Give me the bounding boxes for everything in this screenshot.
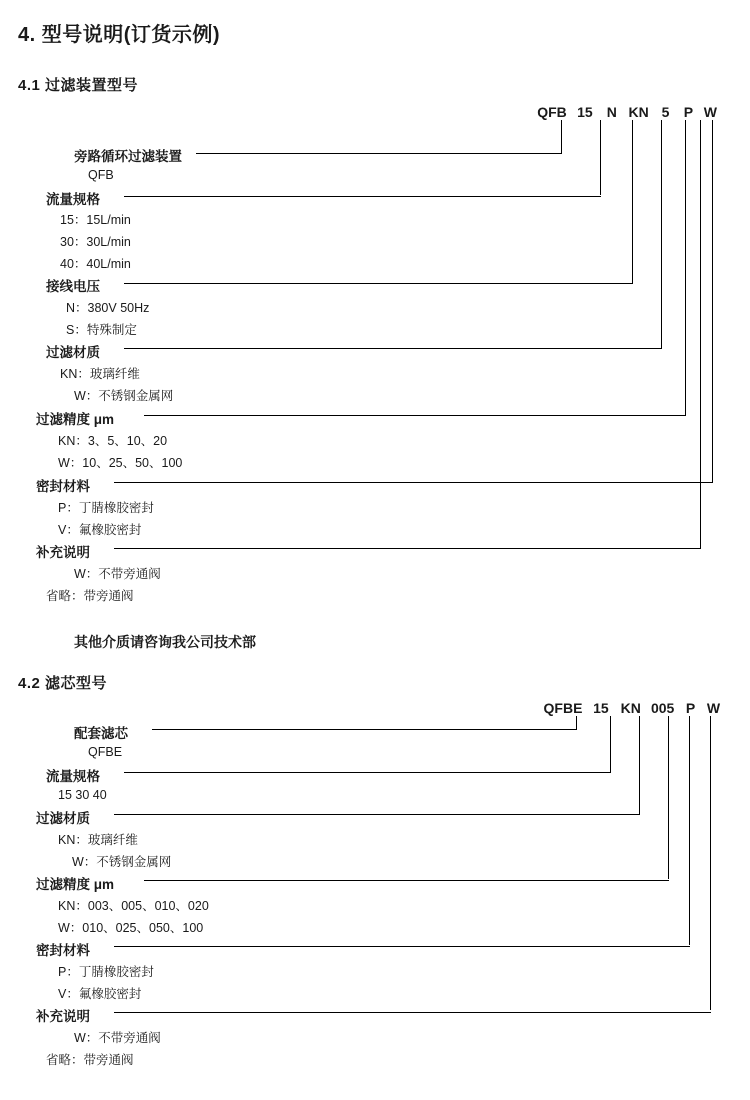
sub-filter-element-4-2: W：010、025、050、100 (58, 921, 204, 935)
label-filter-unit-1: 旁路循环过滤装置 (74, 149, 182, 164)
sub-filter-element-5-1: P：丁腈橡胶密封 (58, 965, 154, 979)
sub-filter-unit-7-1: W：不带旁通阀 (74, 567, 161, 581)
sub-filter-unit-2-2: 30：30L/min (60, 235, 131, 249)
label-filter-element-6: 补充说明 (36, 1009, 90, 1024)
code2-part-2: 15 (593, 700, 609, 716)
leader2-vline-6 (710, 716, 711, 1010)
label-filter-element-2: 流量规格 (46, 769, 100, 784)
leader-vline-4 (661, 120, 662, 348)
leader-hline-7 (114, 548, 701, 549)
sub-filter-element-1-1: QFBE (88, 745, 123, 759)
sub-filter-unit-5-1: KN：3、5、10、20 (58, 434, 168, 448)
leader-hline-5 (144, 415, 686, 416)
sub-filter-unit-4-2: W：不锈钢金属网 (74, 389, 174, 403)
model-code-filter-element (542, 700, 723, 716)
sub-filter-unit-1-1: QFB (88, 168, 114, 182)
sub-filter-unit-7-2: 省略：带旁通阀 (46, 589, 134, 603)
code2-part-4: 005 (650, 700, 675, 716)
note-other-media: 其他介质请咨询我公司技术部 (74, 634, 256, 650)
leader2-vline-4 (668, 716, 669, 879)
sub-filter-unit-6-2: V：氟橡胶密封 (58, 523, 142, 537)
code-part-6: P (683, 104, 694, 120)
label-filter-unit-7: 补充说明 (36, 545, 90, 560)
sub-filter-element-4-1: KN：003、005、010、020 (58, 899, 209, 913)
sub-filter-unit-2-3: 40：40L/min (60, 257, 131, 271)
label-filter-unit-6: 密封材料 (36, 479, 90, 494)
label-filter-element-1: 配套滤芯 (74, 726, 128, 741)
code-part-1: QFB (537, 104, 567, 120)
leader-vline-1 (561, 120, 562, 153)
leader-hline-3 (124, 283, 633, 284)
leader-hline-6 (114, 482, 713, 483)
code-part-4: KN (628, 104, 649, 120)
sub-filter-element-2-1: 15 30 40 (58, 788, 107, 802)
label-filter-unit-4: 过滤材质 (46, 345, 100, 360)
leader2-hline-5 (114, 946, 690, 947)
code-part-3: N (606, 104, 617, 120)
label-filter-element-3: 过滤材质 (36, 811, 90, 826)
sub-filter-unit-5-2: W：10、25、50、100 (58, 456, 183, 470)
code-part-2: 15 (577, 104, 593, 120)
model-code-filter-unit (536, 104, 719, 120)
sub-filter-element-6-1: W：不带旁通阀 (74, 1031, 161, 1045)
leader2-hline-2 (124, 772, 611, 773)
leader-vline-3 (632, 120, 633, 283)
code2-part-6: W (706, 700, 721, 716)
code-part-7: W (703, 104, 717, 120)
leader-vline-2 (600, 120, 601, 195)
leader-hline-2 (124, 196, 601, 197)
sub-filter-element-6-2: 省略：带旁通阀 (46, 1053, 134, 1067)
sub-filter-unit-4-1: KN：玻璃纤维 (60, 367, 140, 381)
leader2-hline-1 (152, 729, 577, 730)
label-filter-element-4: 过滤精度 μm (36, 877, 115, 892)
section-heading-4-2: 4.2 滤芯型号 (18, 675, 108, 692)
leader2-hline-6 (114, 1012, 711, 1013)
sub-filter-element-3-1: KN：玻璃纤维 (58, 833, 138, 847)
code2-part-5: P (685, 700, 696, 716)
leader-hline-1 (196, 153, 562, 154)
sub-filter-unit-2-1: 15：15L/min (60, 213, 131, 227)
leader-vline-6 (712, 120, 713, 482)
label-filter-unit-5: 过滤精度 μm (36, 412, 115, 427)
leader2-vline-2 (610, 716, 611, 772)
leader2-hline-4 (144, 880, 669, 881)
leader-hline-4 (124, 348, 662, 349)
sub-filter-unit-3-2: S：特殊制定 (66, 323, 137, 337)
sub-filter-element-5-2: V：氟橡胶密封 (58, 987, 142, 1001)
code2-part-3: KN (620, 700, 641, 716)
leader2-vline-5 (689, 716, 690, 945)
label-filter-element-5: 密封材料 (36, 943, 90, 958)
label-filter-unit-2: 流量规格 (46, 192, 100, 207)
page-title: 4. 型号说明(订货示例) (18, 24, 221, 46)
sub-filter-unit-3-1: N：380V 50Hz (66, 301, 150, 315)
leader2-vline-1 (576, 716, 577, 729)
section-heading-4-1: 4.1 过滤装置型号 (18, 77, 139, 94)
leader2-hline-3 (114, 814, 640, 815)
sub-filter-unit-6-1: P：丁腈橡胶密封 (58, 501, 154, 515)
code2-part-1: QFBE (543, 700, 583, 716)
leader2-vline-3 (639, 716, 640, 814)
label-filter-unit-3: 接线电压 (46, 279, 100, 294)
sub-filter-element-3-2: W：不锈钢金属网 (72, 855, 172, 869)
code-part-5: 5 (661, 104, 670, 120)
leader-vline-5 (685, 120, 686, 415)
leader-vline-7 (700, 120, 701, 548)
